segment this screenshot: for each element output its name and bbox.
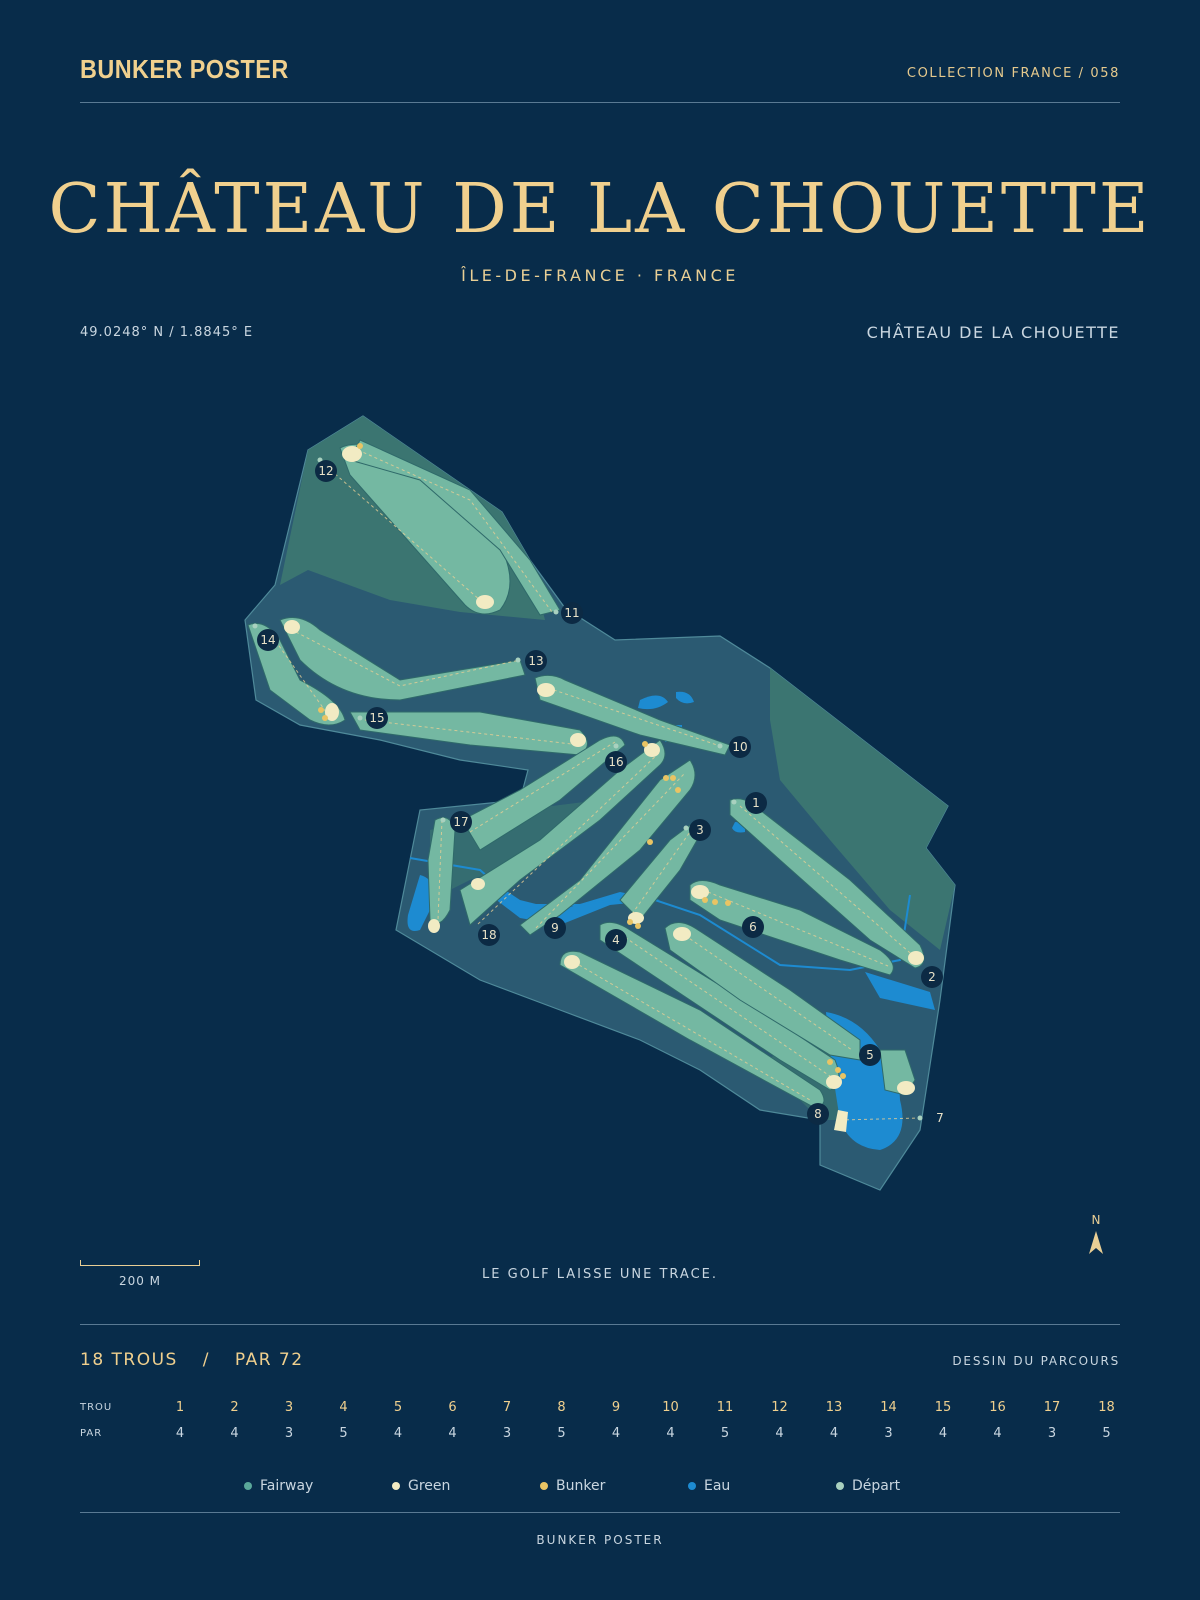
hole-marker: [561, 602, 583, 624]
scorecard-hole-row: [80, 1400, 1120, 1426]
scorecard-par-value: 4: [829, 1426, 839, 1441]
legend-item: [392, 1478, 450, 1494]
legend-item: [688, 1478, 730, 1494]
hole-number-label: 17: [453, 815, 469, 829]
scorecard-hole-number: 11: [716, 1400, 734, 1415]
hole-marker: [544, 917, 566, 939]
legend-swatch: [540, 1482, 548, 1490]
footer-brand: BUNKER POSTER: [536, 1533, 664, 1547]
scorecard-hole-number: 12: [771, 1400, 788, 1415]
tee-marker: [684, 826, 689, 831]
legend-label: Départ: [852, 1478, 901, 1494]
green: [570, 733, 586, 747]
north-indicator: [1084, 1213, 1108, 1261]
hole-marker: [605, 751, 627, 773]
tee-marker: [358, 716, 363, 721]
par-total: PAR 72: [234, 1350, 304, 1370]
legend-item: [836, 1478, 900, 1494]
north-arrow-icon: [1084, 1227, 1108, 1257]
bunker: [635, 923, 641, 929]
green: [428, 919, 440, 933]
hole-number-label: 16: [608, 755, 624, 769]
hole-marker: [605, 929, 627, 951]
scorecard-par-value: 5: [339, 1426, 348, 1441]
hole-marker: [257, 629, 279, 651]
hole-marker: [921, 966, 943, 988]
bunker: [663, 775, 669, 781]
hole-marker: [936, 1111, 944, 1125]
hole-marker: [315, 460, 337, 482]
scorecard-hole-number: 5: [393, 1400, 403, 1415]
bunker: [840, 1073, 846, 1079]
scorecard-hole-number: 9: [611, 1400, 621, 1415]
bunker: [318, 707, 324, 713]
bunker: [702, 897, 708, 903]
hole-number-label: 1: [752, 796, 760, 810]
scorecard-par-value: 4: [175, 1426, 185, 1441]
scorecard-hole-number: 6: [448, 1400, 457, 1415]
course-title: CHÂTEAU DE LA CHOUETTE: [48, 170, 1152, 249]
scorecard-par-value: 4: [230, 1426, 239, 1441]
hole-number-label: 18: [481, 928, 497, 942]
green: [564, 955, 580, 969]
hole-marker: [366, 707, 388, 729]
scorecard-hole-number: 2: [230, 1400, 239, 1415]
hole-marker: [859, 1044, 881, 1066]
hole-number-label: 3: [696, 823, 704, 837]
scorecard-par-value: 4: [993, 1426, 1002, 1441]
scorecard-par-value: 3: [284, 1426, 294, 1441]
scorecard-hole-number: 14: [880, 1400, 897, 1415]
scorecard-par-value: 4: [666, 1426, 675, 1441]
tee-marker: [554, 610, 559, 615]
course-summary: [80, 1350, 304, 1370]
hole-number-label: 9: [551, 921, 559, 935]
legend-swatch: [244, 1482, 252, 1490]
scorecard-par-value: 4: [448, 1426, 457, 1441]
legend-swatch: [688, 1482, 696, 1490]
green: [897, 1081, 915, 1095]
hole-marker: [478, 924, 500, 946]
scorecard-par-value: 4: [393, 1426, 403, 1441]
legend-label: Eau: [704, 1478, 731, 1494]
scorecard-hole-number: 15: [934, 1400, 952, 1415]
drawing-label: DESSIN DU PARCOURS: [952, 1354, 1120, 1368]
hole-marker: [689, 819, 711, 841]
hole-marker: [742, 916, 764, 938]
legend-item: [540, 1478, 605, 1494]
green: [691, 885, 709, 899]
scorecard-par-row: [80, 1426, 1120, 1452]
coordinates: 49.0248° N / 1.8845° E: [80, 325, 254, 340]
legend-swatch: [836, 1482, 844, 1490]
course-region: ÎLE-DE-FRANCE · FRANCE: [461, 266, 739, 285]
scorecard-par-value: 3: [1047, 1426, 1057, 1441]
tee-marker: [441, 818, 446, 823]
scorecard-hole-number: 7: [502, 1400, 512, 1415]
middle-divider: [80, 1324, 1120, 1325]
scorecard-par-value: 5: [557, 1426, 566, 1441]
bunker: [827, 1059, 833, 1065]
tee-marker: [718, 744, 723, 749]
legend-label: Fairway: [260, 1478, 314, 1494]
top-divider: [80, 102, 1120, 103]
green: [284, 620, 300, 634]
green: [537, 683, 555, 697]
course-name-label: CHÂTEAU DE LA CHOUETTE: [866, 323, 1120, 342]
course-map: [0, 380, 1200, 1200]
hole-number-label: 12: [318, 464, 334, 478]
tagline: LE GOLF LAISSE UNE TRACE.: [482, 1267, 718, 1282]
scorecard-par-value: 3: [502, 1426, 512, 1441]
scorecard-par-value: 5: [1102, 1426, 1111, 1441]
tee-marker: [732, 800, 737, 805]
hole-marker: [450, 811, 472, 833]
hole-number-label: 6: [749, 920, 757, 934]
hole-row-label: TROU: [80, 1402, 113, 1413]
tee-marker: [516, 658, 521, 663]
legend-label: Bunker: [556, 1478, 606, 1494]
hole-number-label: 5: [866, 1048, 874, 1062]
bunker: [670, 775, 676, 781]
legend-item: [244, 1478, 313, 1494]
hole-number-label: 10: [732, 740, 748, 754]
green: [826, 1075, 842, 1089]
legend-swatch: [392, 1482, 400, 1490]
scorecard-hole-number: 17: [1043, 1400, 1061, 1415]
hole-number-label: 2: [928, 970, 936, 984]
bunker: [712, 899, 718, 905]
scorecard-par-value: 3: [884, 1426, 893, 1441]
north-label: N: [1091, 1213, 1101, 1227]
bunker: [835, 1067, 841, 1073]
scorecard-hole-number: 13: [825, 1400, 843, 1415]
hole-number-label: 15: [369, 711, 385, 725]
hole-number-label: 13: [528, 654, 544, 668]
hole-marker: [525, 650, 547, 672]
holes-count: 18 TROUS: [80, 1350, 178, 1370]
green: [476, 595, 494, 609]
green: [471, 878, 485, 890]
hole-marker: [745, 792, 767, 814]
collection-label: COLLECTION FRANCE / 058: [906, 66, 1120, 81]
summary-separator: /: [202, 1350, 210, 1370]
scorecard-par-value: 4: [938, 1426, 948, 1441]
scorecard-hole-number: 1: [175, 1400, 185, 1415]
scale-bar: [80, 1260, 200, 1266]
bunker: [675, 787, 681, 793]
scorecard-hole-number: 10: [662, 1400, 679, 1415]
tee-marker: [614, 744, 619, 749]
bunker: [357, 443, 363, 449]
hole-number-label: 8: [814, 1107, 822, 1121]
scorecard-par-value: 5: [720, 1426, 730, 1441]
bunker: [725, 900, 731, 906]
scorecard-hole-number: 18: [1098, 1400, 1115, 1415]
bottom-divider: [80, 1512, 1120, 1513]
hole-marker: [729, 736, 751, 758]
legend-label: Green: [408, 1478, 451, 1494]
scorecard-par-value: 4: [611, 1426, 621, 1441]
green: [673, 927, 691, 941]
hole-number-label: 11: [564, 606, 580, 620]
hole-number-label: 4: [612, 933, 620, 947]
scorecard-hole-number: 3: [284, 1400, 294, 1415]
hole-number-label: 14: [260, 633, 276, 647]
scorecard-hole-number: 8: [557, 1400, 566, 1415]
scorecard-par-value: 4: [775, 1426, 784, 1441]
hole-marker: [807, 1103, 829, 1125]
scale-label: 200 M: [118, 1274, 162, 1288]
brand-logo: BUNKER POSTER: [80, 54, 289, 84]
bunker: [642, 741, 648, 747]
scorecard: [80, 1400, 1120, 1452]
scorecard-hole-number: 4: [339, 1400, 348, 1415]
bunker: [627, 919, 633, 925]
tee-marker: [918, 1116, 923, 1121]
tee-marker: [253, 624, 258, 629]
par-row-label: PAR: [80, 1428, 103, 1439]
hole-number-label: 7: [936, 1111, 944, 1125]
bunker: [647, 839, 653, 845]
bunker: [322, 715, 328, 721]
scorecard-hole-number: 16: [989, 1400, 1006, 1415]
green: [908, 951, 924, 965]
